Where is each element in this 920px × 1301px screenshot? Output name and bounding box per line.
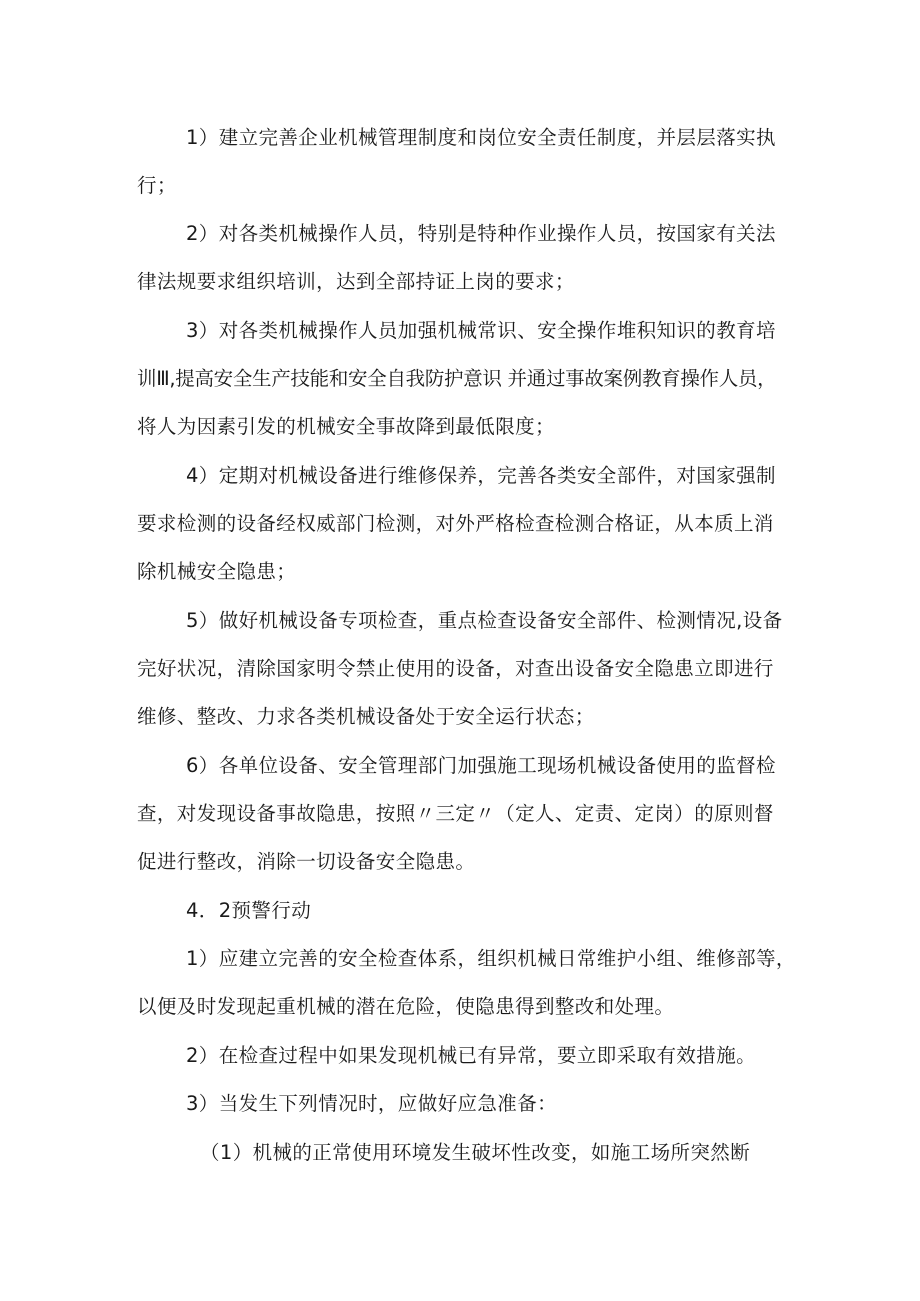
text-line: 要求检测的设备经权威部门检测，对外严格检查检测合格证，从本质上消: [137, 512, 774, 535]
section-heading: 4．2预警行动: [186, 899, 312, 922]
text-line: 5）做好机械设备专项检查，重点检查设备安全部件、检测情况,设备: [186, 609, 783, 632]
text-line: 4）定期对机械设备进行维修保养，完善各类安全部件，对国家强制: [186, 464, 776, 487]
text-line: 完好状况，清除国家明令禁止使用的设备，对查出设备安全隐患立即进行: [137, 657, 774, 680]
text-line: 训Ⅲ,提高安全生产技能和安全自我防护意识 并通过事故案例教育操作人员，: [137, 367, 777, 390]
text-line: 3）对各类机械操作人员加强机械常识、安全操作堆积知识的教育培: [186, 319, 776, 342]
text-line: 查，对发现设备事故隐患，按照〃三定〃（定人、定责、定岗）的原则督: [137, 802, 774, 825]
text-line: 行；: [137, 174, 177, 197]
text-line: 除机械安全隐患；: [137, 560, 297, 583]
text-line: 2）在检查过程中如果发现机械已有异常，要立即采取有效措施。: [186, 1044, 757, 1067]
text-line: 将人为因素引发的机械安全事故降到最低限度；: [137, 415, 555, 438]
text-line: 律法规要求组织培训，达到全部持证上岗的要求；: [137, 270, 575, 293]
text-line: 以便及时发现起重机械的潜在危险，使隐患得到整改和处理。: [137, 995, 675, 1018]
text-line: 维修、整改、力求各类机械设备处于安全运行状态；: [137, 705, 595, 728]
text-line: 6）各单位设备、安全管理部门加强施工现场机械设备使用的监督检: [186, 754, 776, 777]
text-line: 3）当发生下列情况时，应做好应急准备：: [186, 1092, 558, 1115]
text-line: 2）对各类机械操作人员，特别是特种作业操作人员，按国家有关法: [186, 222, 776, 245]
text-line: 促进行整改，消除一切设备安全隐患。: [137, 850, 476, 873]
text-line: 1）建立完善企业机械管理制度和岗位安全责任制度，并层层落实执: [186, 126, 776, 149]
text-line: 1）应建立完善的安全检查体系，组织机械日常维护小组、维修部等，: [186, 947, 796, 970]
text-line: （1）机械的正常使用环境发生破坏性改变，如施工场所突然断: [200, 1141, 751, 1164]
